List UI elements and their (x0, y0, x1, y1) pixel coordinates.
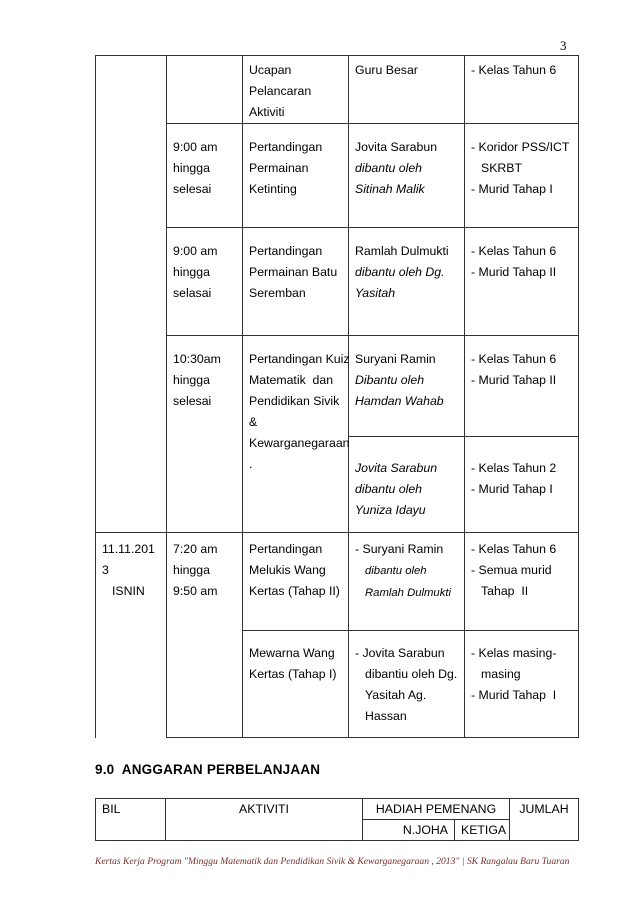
schedule-table (95, 55, 579, 738)
pic-line: - Jovita Sarabun (355, 646, 445, 660)
activity-cell (243, 56, 349, 124)
header-njoha: N.JOHA (363, 820, 455, 841)
page-footer: Kertas Kerja Program "Minggu Matematik dan Pendidikan Sivik & Kewarganegaraan , 2013" | SK Rangalau Baru Tuaran (95, 856, 570, 867)
table-row (96, 124, 579, 228)
date-cell (96, 533, 167, 738)
pic-cell (349, 228, 465, 336)
header-jumlah: JUMLAH (510, 799, 579, 841)
pic-line: Hassan (365, 709, 407, 723)
pic-cell (349, 533, 465, 631)
place-cell (465, 124, 579, 228)
time-line: 9:00 am (173, 140, 218, 154)
pic-line: - Suryani Ramin (355, 542, 444, 556)
activity-line: Permainan Batu (249, 265, 338, 279)
pic-line: Ramlah Dulmukti (365, 587, 452, 599)
place-cell (465, 631, 579, 738)
table-row (96, 799, 579, 820)
time-cell (167, 56, 243, 124)
activity-cell (243, 336, 349, 533)
activity-line: . (249, 457, 253, 471)
activity-line: Seremban (249, 286, 306, 300)
header-hadiah: HADIAH PEMENANG (363, 799, 510, 820)
time-line: selasai (173, 286, 212, 300)
time-cell (167, 228, 243, 336)
time-cell (167, 336, 243, 533)
time-line: hingga (173, 563, 210, 577)
table-row (96, 336, 579, 437)
time-cell (167, 533, 243, 738)
pic-line: Guru Besar (355, 63, 418, 77)
time-line: selesai (173, 394, 212, 408)
time-line: 10:30am (173, 352, 221, 366)
time-line: 9:50 am (173, 584, 218, 598)
activity-line: Pertandingan (249, 244, 323, 258)
pic-line: Ramlah Dulmukti (355, 244, 449, 258)
place-line: - Kelas masing- (471, 646, 557, 660)
place-line: - Kelas Tahun 6 (471, 352, 557, 366)
pic-line: Yasitah Ag. (365, 688, 427, 702)
activity-cell (243, 631, 349, 738)
place-line: SKRBT (481, 161, 522, 175)
time-cell (167, 124, 243, 228)
date-line: 3 (102, 563, 109, 577)
activity-line: Kewarganegaraan (249, 436, 350, 450)
activity-line: Pertandingan (249, 542, 323, 556)
header-ketiga: KETIGA (455, 820, 510, 841)
activity-line: Pertandingan (249, 140, 323, 154)
pic-line: dibantu oleh (355, 482, 423, 496)
place-line: - Semua murid (471, 563, 552, 577)
date-cell (96, 336, 167, 533)
activity-line: Pelancaran Aktiviti (249, 84, 312, 119)
activity-cell (243, 533, 349, 631)
pic-line: dibantu oleh Dg. (355, 265, 445, 279)
date-cell (96, 124, 167, 228)
place-line: - Murid Tahap I (471, 182, 553, 196)
activity-line: Kertas (Tahap I) (249, 667, 337, 681)
pic-line: dibantiu oleh Dg. (365, 667, 458, 681)
pic-cell (349, 336, 465, 437)
pic-line: Sitinah Malik (355, 182, 425, 196)
header-aktiviti: AKTIVITI (166, 799, 363, 841)
place-line: - Kelas Tahun 6 (471, 63, 557, 77)
activity-line: Kertas (Tahap II) (249, 584, 340, 598)
place-line: - Kelas Tahun 6 (471, 542, 557, 556)
activity-line: Mewarna Wang (249, 646, 335, 660)
activity-line: Ketinting (249, 182, 297, 196)
activity-line: Pendidikan Sivik (249, 394, 340, 408)
place-cell (465, 336, 579, 437)
activity-cell (243, 124, 349, 228)
place-line: - Kelas Tahun 2 (471, 461, 557, 475)
pic-line: Yasitah (355, 286, 396, 300)
place-cell (465, 437, 579, 533)
activity-cell (243, 228, 349, 336)
time-line: hingga (173, 373, 210, 387)
time-line: hingga (173, 265, 210, 279)
place-line: - Murid Tahap II (471, 265, 557, 279)
date-cell (96, 228, 167, 336)
activity-line: Ucapan (249, 63, 292, 77)
page-number: 3 (560, 38, 567, 53)
place-line: - Murid Tahap I (471, 688, 557, 702)
place-line: Tahap II (481, 584, 529, 598)
pic-line: dibantu oleh (355, 161, 423, 175)
pic-line: Jovita Sarabun (355, 461, 438, 475)
activity-line: & (249, 415, 258, 429)
pic-line: Yuniza Idayu (355, 503, 426, 517)
place-line: - Murid Tahap I (471, 482, 553, 496)
table-row (96, 228, 579, 336)
pic-cell (349, 124, 465, 228)
time-line: hingga (173, 161, 210, 175)
budget-table (95, 798, 579, 841)
date-cell (96, 56, 167, 124)
pic-cell (349, 437, 465, 533)
activity-line: Melukis Wang (249, 563, 326, 577)
header-bil: BIL (96, 799, 166, 841)
place-cell (465, 533, 579, 631)
place-cell (465, 228, 579, 336)
pic-line: Dibantu oleh (355, 373, 425, 387)
activity-line: Matematik dan (249, 373, 334, 387)
activity-line: Permainan (249, 161, 309, 175)
pic-cell (349, 56, 465, 124)
time-line: selesai (173, 182, 212, 196)
place-line: - Kelas Tahun 6 (471, 244, 557, 258)
time-line: 7:20 am (173, 542, 218, 556)
section-heading: 9.0 ANGGARAN PERBELANJAAN (95, 762, 321, 777)
pic-line: dibantu oleh (365, 565, 427, 577)
pic-line: Hamdan Wahab (355, 394, 444, 408)
place-line: masing (481, 667, 521, 681)
place-cell (465, 56, 579, 124)
pic-cell (349, 631, 465, 738)
table-row (96, 56, 579, 124)
day-label: ISNIN (112, 584, 145, 598)
date-line: 11.11.201 (102, 542, 155, 556)
table-row (96, 533, 579, 631)
pic-line: Jovita Sarabun (355, 140, 438, 154)
pic-line: Suryani Ramin (355, 352, 436, 366)
time-line: 9:00 am (173, 244, 218, 258)
activity-line: Pertandingan Kuiz (249, 352, 350, 366)
place-line: - Murid Tahap II (471, 373, 557, 387)
place-line: - Koridor PSS/ICT (471, 140, 570, 154)
